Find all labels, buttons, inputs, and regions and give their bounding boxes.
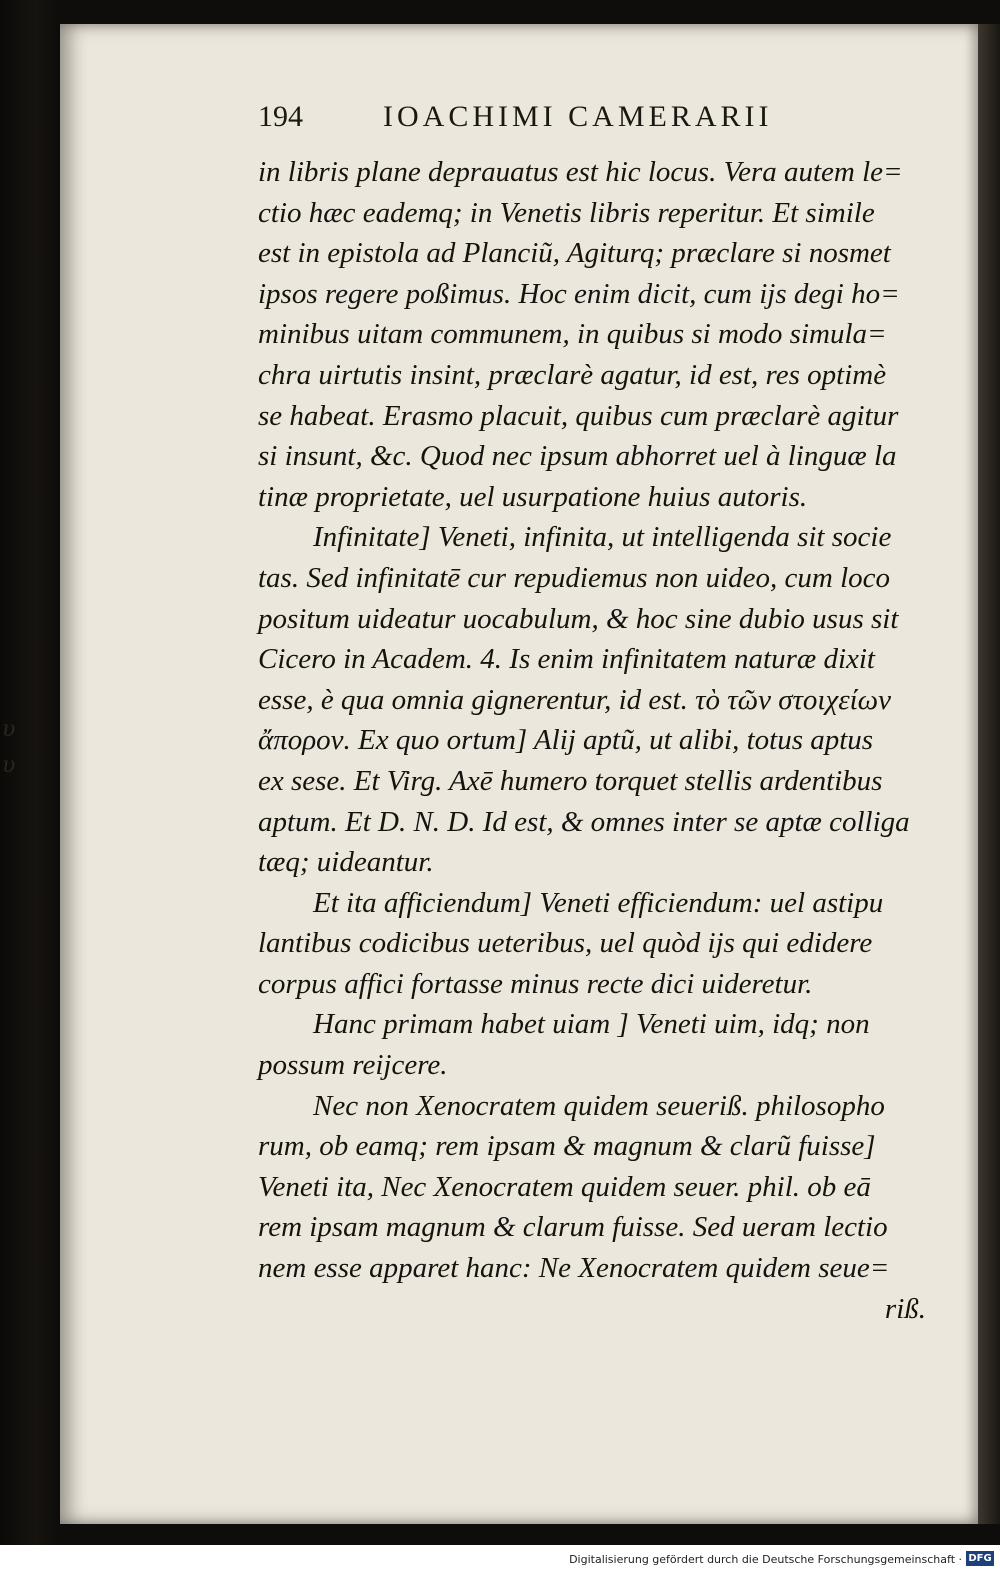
running-head: IOACHIMI CAMERARII: [383, 100, 773, 133]
line-text: Cicero in Academ. 4. Is enim infinitatem naturæ dixit: [258, 643, 875, 676]
text-line: [258, 1207, 926, 1248]
text-line: [258, 1086, 926, 1127]
text-line: [258, 720, 926, 761]
text-line: [258, 1167, 926, 1208]
text-line: [258, 477, 926, 518]
line-text: tæq; uideantur.: [258, 846, 434, 879]
text-line: [258, 193, 926, 234]
line-text: lantibus codicibus ueteribus, uel quòd ijs qui edidere: [258, 927, 873, 960]
text-line: [258, 558, 926, 599]
line-text: riß.: [884, 1292, 926, 1325]
line-text: ἄπορον. Ex quo ortum] Alij aptũ, ut alibi, totus aptus: [258, 724, 874, 757]
text-line: [258, 680, 926, 721]
text-line: [258, 274, 926, 315]
line-text: rem ipsam magnum & clarum fuisse. Sed ueram lectio: [258, 1211, 888, 1244]
text-line: [258, 1045, 926, 1086]
line-text: Et ita afficiendum] Veneti efficiendum: uel astipu: [313, 886, 884, 919]
text-line: [258, 396, 926, 437]
line-text: aptum. Et D. N. D. Id est, & omnes inter se aptæ colliga: [258, 805, 910, 838]
line-text: Nec non Xenocratem quidem seueriß. philosopho: [313, 1089, 885, 1122]
line-text: rum, ob eamq; rem ipsam & magnum & clarũ fuisse]: [258, 1130, 876, 1163]
text-line: [258, 1004, 926, 1045]
funding-credit: Digitalisierung gefördert durch die Deutsche Forschungsgemeinschaft ·: [569, 1553, 962, 1566]
text-line: [258, 1248, 926, 1289]
line-text: corpus affici fortasse minus recte dici uideretur.: [258, 967, 813, 1000]
line-text: si insunt, &c. Quod nec ipsum abhorret uel à linguæ la: [258, 440, 897, 473]
line-text: ex sese. Et Virg. Axē humero torquet stellis ardentibus: [258, 764, 883, 797]
facing-page-bleed: [2, 712, 32, 784]
text-line: [258, 883, 926, 924]
text-line: [258, 314, 926, 355]
text-line: [258, 517, 926, 558]
text-line: [258, 923, 926, 964]
line-text: ctio hæc eademq; in Venetis libris reperitur. Et simile: [258, 196, 875, 229]
text-line: [258, 355, 926, 396]
line-text: Veneti ita, Nec Xenocratem quidem seuer. phil. ob eā: [258, 1170, 871, 1203]
line-text: positum uideatur uocabulum, & hoc sine dubio usus sit: [258, 602, 899, 635]
line-text: chra uirtutis insint, præclarè agatur, id est, res optimè: [258, 358, 887, 391]
text-line: [258, 639, 926, 680]
text-line: [258, 436, 926, 477]
text-line: [258, 761, 926, 802]
dfg-logo: DFG: [966, 1551, 994, 1566]
line-text: ipsos regere poßimus. Hoc enim dicit, cum ijs degi ho=: [258, 277, 900, 310]
line-text: est in epistola ad Planciũ, Agiturq; præclare si nosmet: [258, 237, 891, 270]
bleed-glyph: υ: [2, 753, 16, 778]
text-line: [258, 842, 926, 883]
page-stack-edge: [978, 24, 1000, 1524]
text-line: [258, 802, 926, 843]
line-text: possum reijcere.: [258, 1049, 448, 1082]
text-line: [258, 152, 926, 193]
page-number: 194: [258, 100, 303, 133]
line-text: Infinitate] Veneti, infinita, ut intelligenda sit socie: [313, 521, 892, 554]
line-text: tas. Sed infinitatē cur repudiemus non uideo, cum loco: [258, 561, 890, 594]
text-line: [258, 964, 926, 1005]
text-line: [258, 599, 926, 640]
line-text: nem esse apparet hanc: Ne Xenocratem quidem seue=: [258, 1252, 890, 1285]
facing-page-edge: [0, 0, 60, 1573]
line-text: tinæ proprietate, uel usurpatione huius autoris.: [258, 480, 808, 513]
text-line: [258, 1126, 926, 1167]
text-block: [258, 152, 926, 1329]
line-text: esse, è qua omnia gignerentur, id est. τὸ τῶν στοιχείων: [258, 683, 892, 716]
line-text: se habeat. Erasmo placuit, quibus cum præclarè agitur: [258, 399, 899, 432]
text-line: [258, 1289, 926, 1330]
line-text: Hanc primam habet uiam ] Veneti uim, idq; non: [313, 1008, 870, 1041]
text-line: [258, 233, 926, 274]
bleed-glyph: υ: [2, 717, 16, 742]
page-header: [258, 100, 838, 144]
line-text: in libris plane deprauatus est hic locus. Vera autem le=: [258, 156, 903, 188]
line-text: minibus uitam communem, in quibus si modo simula=: [258, 318, 887, 351]
